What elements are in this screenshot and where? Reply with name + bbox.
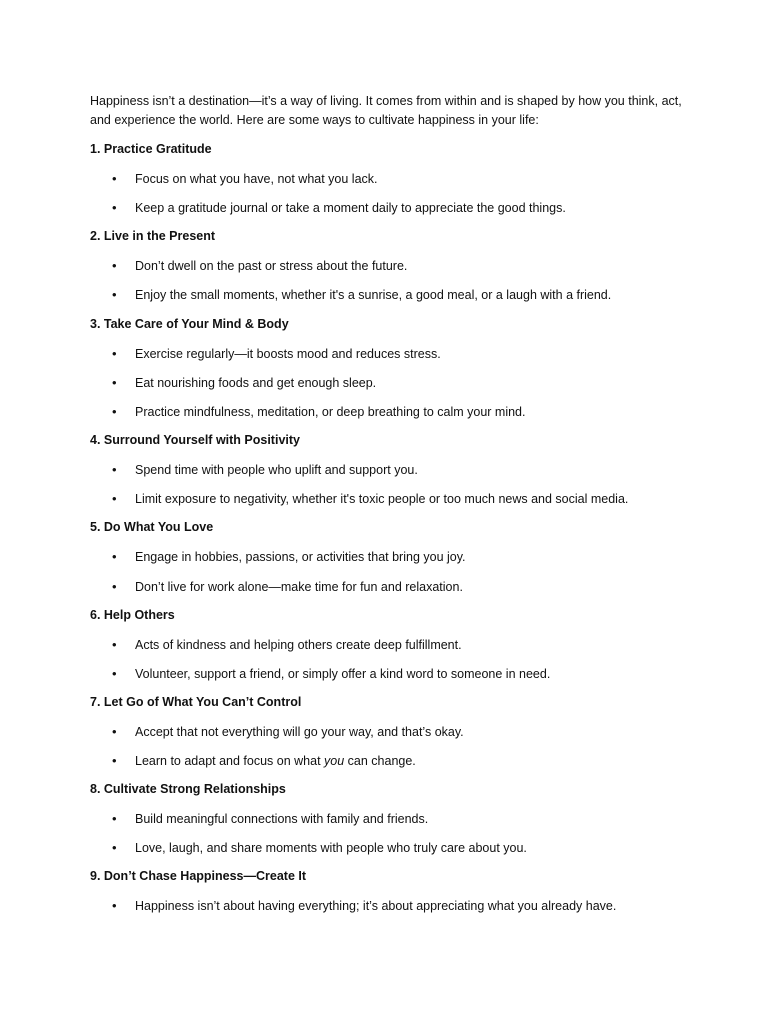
list-item: •Practice mindfulness, meditation, or deep breathing to calm your mind. [112,402,712,422]
section-heading: 6. Help Others [90,608,175,622]
bullet-icon [112,489,135,509]
list-item: •Keep a gratitude journal or take a moment daily to appreciate the good things. [112,198,712,218]
list-item: •Enjoy the small moments, whether it's a sunrise, a good meal, or a laugh with a friend. [112,285,712,305]
section-heading: 4. Surround Yourself with Positivity [90,433,300,447]
bullet-icon [112,722,135,742]
section-heading: 9. Don’t Chase Happiness—Create It [90,869,307,883]
bullet-icon [112,838,135,858]
list-item: •Love, laugh, and share moments with people who truly care about you. [112,838,712,858]
list-item: •Acts of kindness and helping others create deep fulfillment. [112,635,712,655]
list-item: •Exercise regularly—it boosts mood and reduces stress. [112,344,712,364]
bullet-icon [112,285,135,305]
bullet-icon [112,809,135,829]
bullet-icon [112,635,135,655]
bullet-icon [112,664,135,684]
list-item: •Engage in hobbies, passions, or activities that bring you joy. [112,547,712,567]
intro-paragraph: Happiness isn’t a destination—it’s a way of living. It comes from within and is shaped by how you think, act, and experience the world. Here are some ways to cultivate happiness in your life: [90,94,682,127]
list-item: •Don’t live for work alone—make time for fun and relaxation. [112,577,712,597]
list-item: •Accept that not everything will go your way, and that’s okay. [112,722,712,742]
bullet-icon [112,402,135,422]
section-heading: 3. Take Care of Your Mind & Body [90,317,289,331]
list-item: •Build meaningful connections with family and friends. [112,809,712,829]
section-heading: 5. Do What You Love [90,520,214,534]
list-item: •Eat nourishing foods and get enough sleep. [112,373,712,393]
bullet-icon [112,751,135,771]
bullet-icon [112,577,135,597]
list-item: •Don’t dwell on the past or stress about the future. [112,256,712,276]
bullet-icon [112,344,135,364]
bullet-icon [112,547,135,567]
bullet-icon [112,896,135,916]
bullet-icon [112,373,135,393]
list-item: •Focus on what you have, not what you lack. [112,169,712,189]
list-item: •Volunteer, support a friend, or simply offer a kind word to someone in need. [112,664,712,684]
list-item: •Happiness isn’t about having everything; it’s about appreciating what you already have. [112,896,712,916]
list-item: •Limit exposure to negativity, whether it's toxic people or too much news and social media. [112,489,712,509]
bullet-icon [112,169,135,189]
list-item: •Learn to adapt and focus on what you can change. [112,751,712,771]
section-heading: 1. Practice Gratitude [90,142,212,156]
bullet-icon [112,198,135,218]
bullet-icon [112,460,135,480]
section-heading: 2. Live in the Present [90,229,216,243]
section-heading: 7. Let Go of What You Can’t Control [90,695,302,709]
bullet-icon [112,256,135,276]
section-heading: 8. Cultivate Strong Relationships [90,782,286,796]
list-item: •Spend time with people who uplift and support you. [112,460,712,480]
